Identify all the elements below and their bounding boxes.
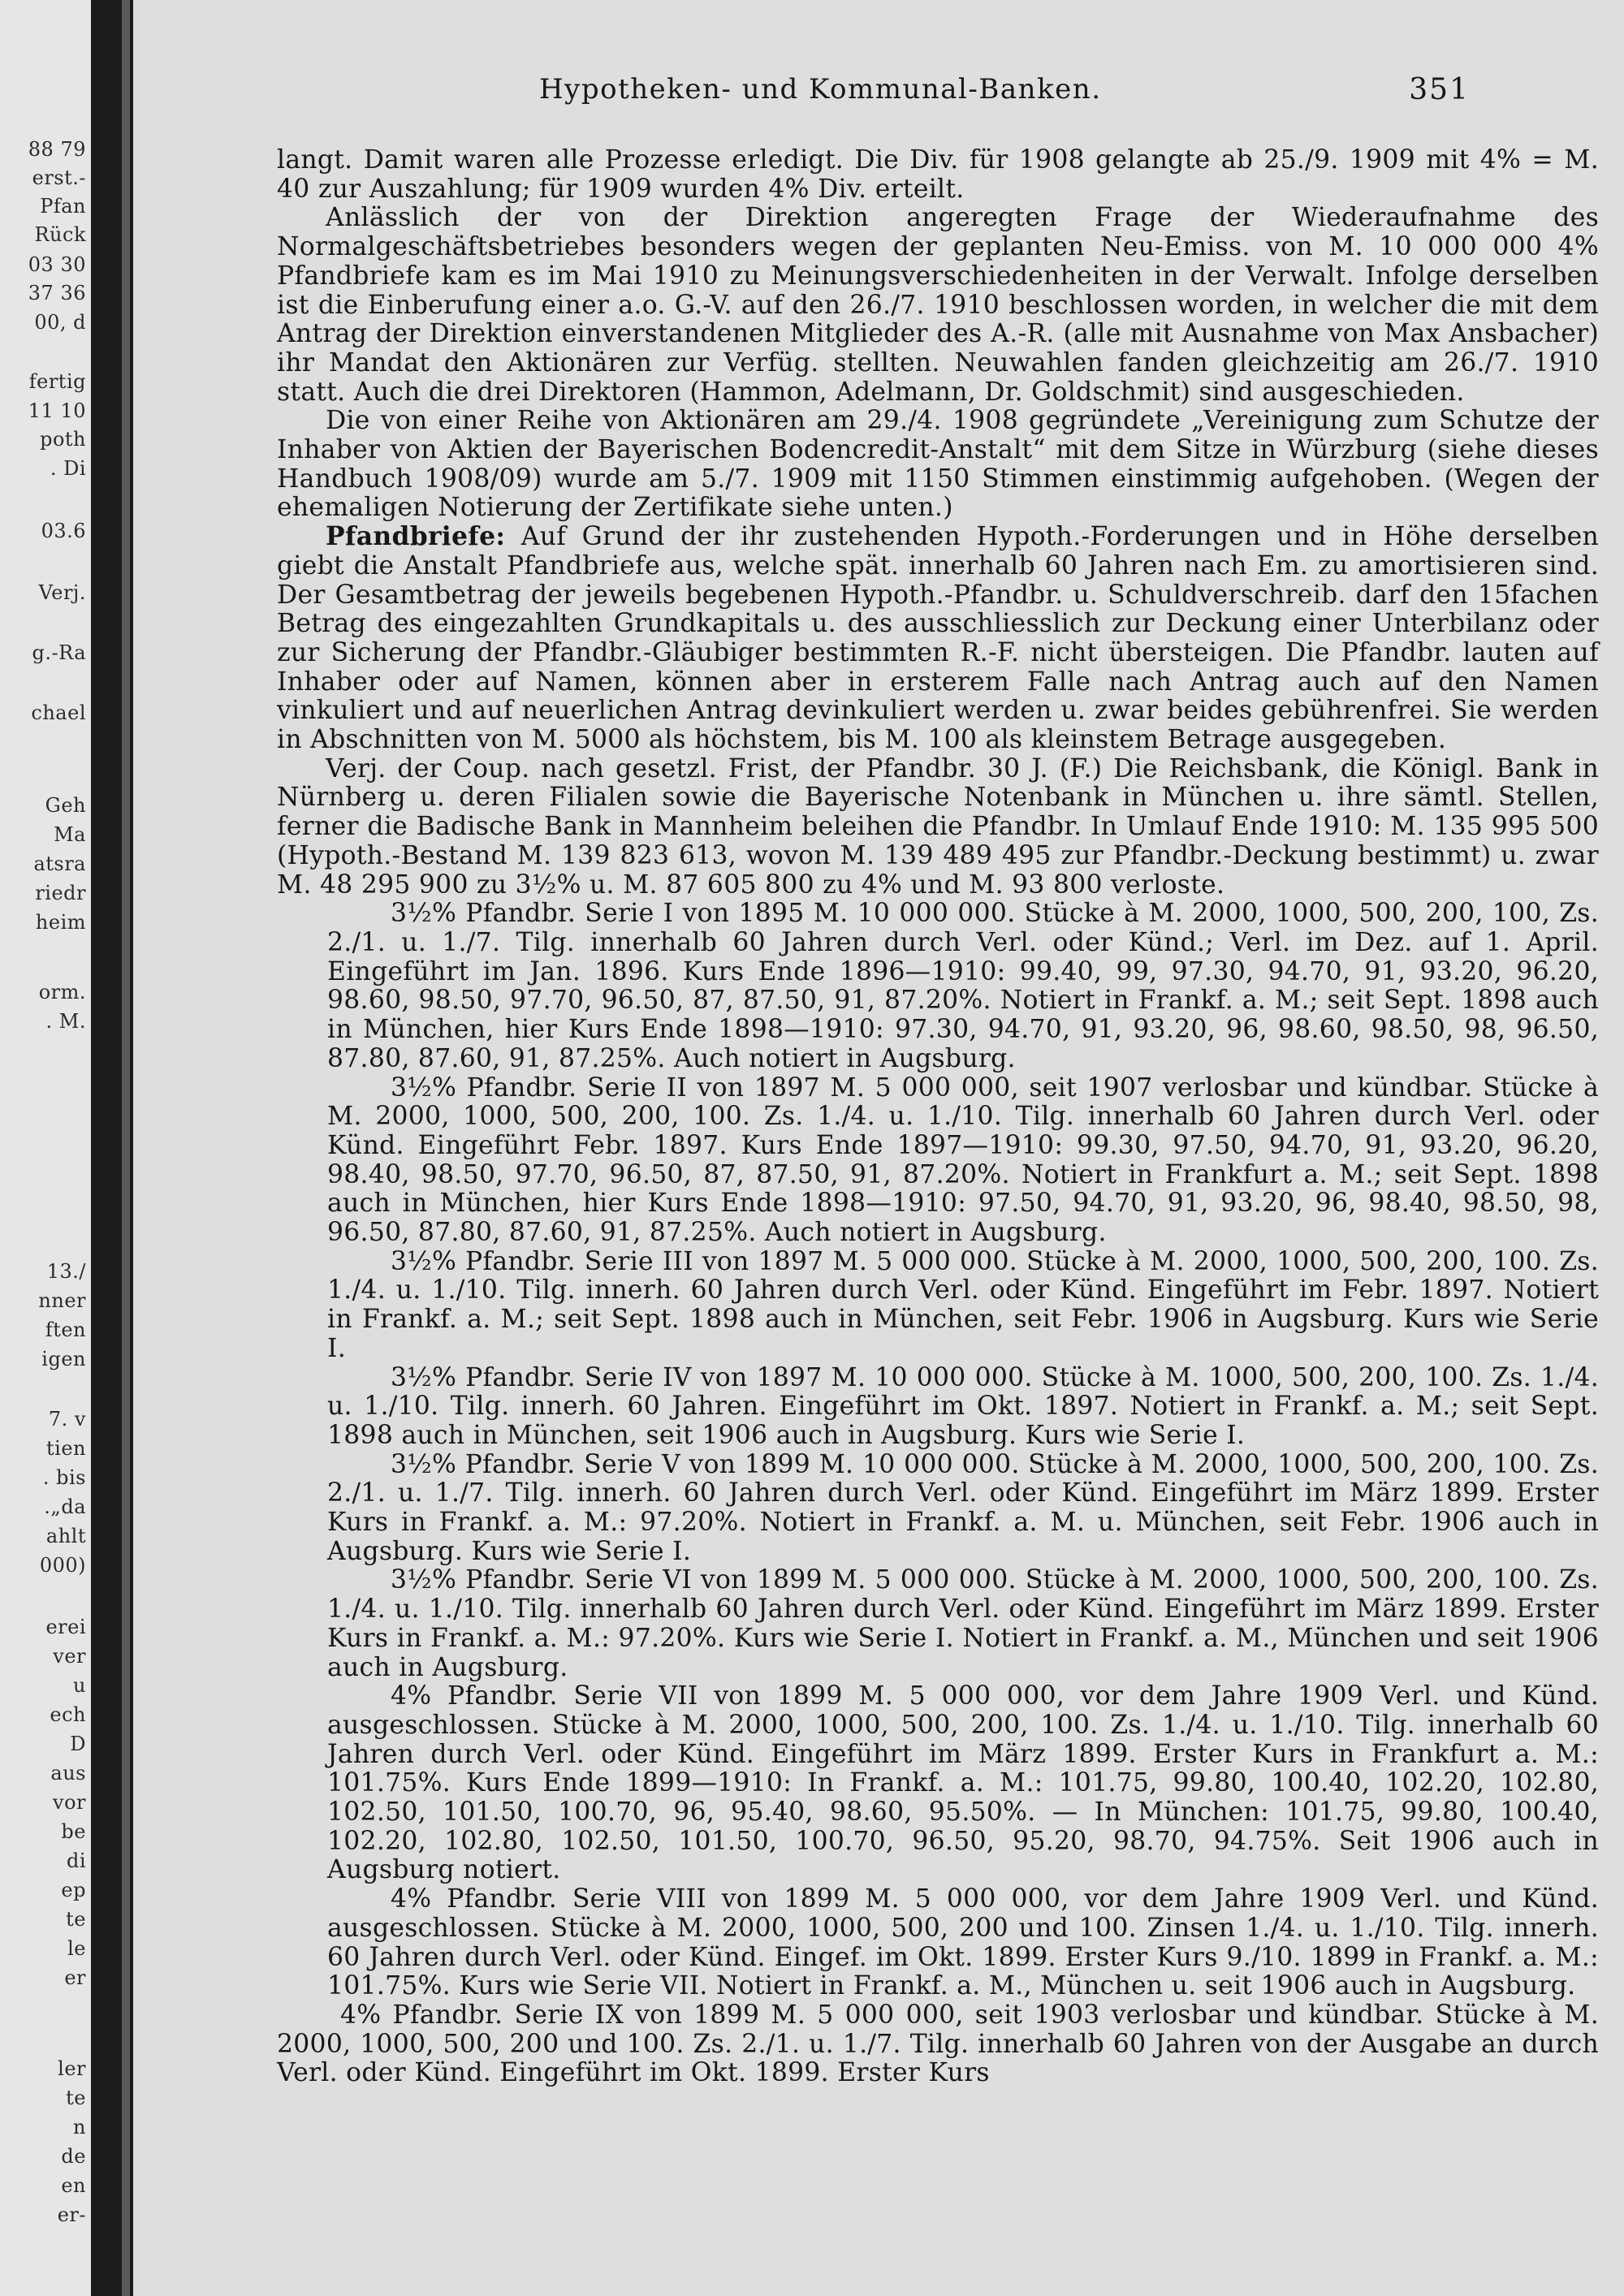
margin-fragment: chael (31, 701, 86, 724)
margin-fragment: D (70, 1733, 86, 1755)
series-entry: 3½% Pfandbr. Serie IV von 1897 M. 10 000 000. Stücke à M. 1000, 500, 200, 100. Zs. 1./4. u. 1./10. Tilg. innerh. 60 Jahren. Eingeführt im Okt. 1897. Notiert in Frankf. a. M.; seit Sept. 1898 auch in München, seit 1906 auch in Augsburg. Kurs wie Serie I. (327, 1362, 1599, 1450)
margin-fragment: ften (45, 1318, 86, 1341)
book-page (133, 0, 1624, 2296)
margin-fragment: ler (58, 2057, 86, 2080)
margin-fragment: u (73, 1674, 86, 1697)
page-number: 351 (1409, 73, 1470, 106)
margin-fragment: 00, d (34, 311, 86, 334)
section-label: Pfandbriefe: (326, 522, 506, 552)
series-entry: 3½% Pfandbr. Serie I von 1895 M. 10 000 000. Stücke à M. 2000, 1000, 500, 200, 100, Zs. 2./1. u. 1./7. Tilg. innerhalb 60 Jahren durch Verl. oder Künd.; Verl. im Dez. auf 1. April. Eingeführt im Jan. 1896. Kurs Ende 1896—1910: 99.40, 99, 97.30, 94.70, 91, 93.20, 96.20, 98.60, 98.50, 97.70, 96.50, 87, 87.50, 91, 87.20%. Notiert in Frankf. a. M.; seit Sept. 1898 auch in München, hier Kurs Ende 1898—1910: 97.30, 94.70, 91, 93.20, 96, 98.60, 98.50, 98, 96.50, 87.80, 87.60, 91, 87.25%. Auch notiert in Augsburg. (327, 899, 1599, 1073)
body-text (277, 146, 1599, 2088)
pfandbriefe-section (277, 523, 1599, 755)
margin-fragment: er (64, 1966, 86, 1989)
margin-fragment: 03 30 (28, 253, 86, 276)
running-header (539, 73, 1470, 106)
margin-fragment: ver (53, 1645, 86, 1668)
margin-fragment: g.-Ra (32, 641, 86, 664)
margin-fragment: poth (40, 428, 86, 451)
margin-fragment: be (61, 1820, 86, 1843)
margin-fragment: aus (50, 1762, 86, 1785)
series-entry: 4% Pfandbr. Serie VIII von 1899 M. 5 000 000, vor dem Jahre 1909 Verl. und Künd. ausgeschlossen. Stücke à M. 2000, 1000, 500, 200 und 100. Zinsen 1./4. u. 1./10. Tilg. innerh. 60 Jahren durch Verl. oder Künd. Eingef. im Okt. 1899. Erster Kurs 9./10. 1899 in Frankf. a. M.: 101.75%. Kurs wie Serie VII. Notiert in Frankf. a. M., München u. seit 1906 auch in Augsburg. (327, 1884, 1599, 2001)
series-entry: 3½% Pfandbr. Serie VI von 1899 M. 5 000 000. Stücke à M. 2000, 1000, 500, 200, 100. Zs. 1./4. u. 1./10. Tilg. innerhalb 60 Jahren durch Verl. oder Künd. Eingeführt im März 1899. Erster Kurs in Frankf. a. M.: 97.20%. Kurs wie Serie I. Notiert in Frankf. a. M., München und seit 1906 auch in Augsburg. (327, 1565, 1599, 1682)
header-title: Hypotheken- und Kommunal-Banken. (539, 73, 1102, 106)
margin-fragment: 37 36 (28, 282, 86, 304)
margin-fragment: le (67, 1937, 86, 1960)
margin-fragment: 11 10 (28, 399, 86, 422)
gutter-edge (122, 0, 130, 2296)
margin-fragment: en (61, 2174, 86, 2197)
margin-fragment: riedr (35, 882, 86, 904)
margin-fragment: Geh (45, 794, 86, 817)
paragraph: Anlässlich der von der Direktion angeregten Frage der Wiederaufnahme des Normalgeschäftsbetriebes besonders wegen der geplanten Neu-Emiss. von M. 10 000 000 4% Pfandbriefe kam es im Mai 1910 zu Meinungsverschiedenheiten in der Verwalt. Infolge derselben ist die Einberufung einer a.o. G.-V. auf den 26./7. 1910 beschlossen worden, in welcher die mit dem Antrag der Direktion einverstandenen Mitglieder des A.-R. (alle mit Ausnahme von Max Ansbacher) ihr Mandat den Aktionären zur Verfüg. stellten. Neuwahlen fanden gleichzeitig am 26./7. 1910 statt. Auch die drei Direktoren (Hammon, Adelmann, Dr. Goldschmit) sind ausgeschieden. (277, 203, 1599, 407)
margin-fragment: nner (38, 1289, 86, 1312)
margin-fragment: 7. v (48, 1408, 86, 1431)
series-entry: 3½% Pfandbr. Serie II von 1897 M. 5 000 000, seit 1907 verlosbar und kündbar. Stücke à M. 2000, 1000, 500, 200, 100. Zs. 1./4. u. 1./10. Tilg. innerhalb 60 Jahren durch Verl. oder Künd. Eingeführt Febr. 1897. Kurs Ende 1897—1910: 99.30, 97.50, 94.70, 91, 93.20, 96.20, 98.40, 98.50, 97.70, 96.50, 87, 87.50, 91, 87.20%. Notiert in Frankfurt a. M.; seit Sept. 1898 auch in München, hier Kurs Ende 1898—1910: 97.50, 94.70, 91, 93.20, 96, 98.40, 98.50, 98, 96.50, 87.80, 87.60, 91, 87.25%. Auch notiert in Augsburg. (327, 1072, 1599, 1248)
margin-fragment: Rück (34, 223, 86, 246)
series-entry: 3½% Pfandbr. Serie V von 1899 M. 10 000 000. Stücke à M. 2000, 1000, 500, 200, 100. Zs. 2./1. u. 1./7. Tilg. innerh. 60 Jahren durch Verl. oder Künd. Eingeführt im März 1899. Erster Kurs in Frankf. a. M.: 97.20%. Notiert in Frankf. a. M. u. München, seit Febr. 1906 auch in Augsburg. Kurs wie Serie I. (327, 1449, 1599, 1566)
margin-fragment: 88 79 (28, 138, 86, 161)
margin-fragment: de (61, 2145, 86, 2168)
paragraph: Die von einer Reihe von Aktionären am 29./4. 1908 gegründete „Vereinigung zum Schutze der Inhaber von Aktien der Bayerischen Bodencredit-Anstalt“ mit dem Sitze in Würzburg (siehe dieses Handbuch 1908/09) wurde am 5./7. 1909 mit 1150 Stimmen einstimmig aufgehoben. (Wegen der ehemaligen Notierung der Zertifikate siehe unten.) (277, 406, 1599, 523)
margin-fragment: n (73, 2116, 86, 2138)
margin-fragment: te (66, 2087, 86, 2109)
margin-fragment: ep (61, 1879, 86, 1901)
margin-fragment: er- (57, 2203, 86, 2226)
margin-fragment: orm. (38, 981, 86, 1003)
previous-page-margin (0, 0, 91, 2296)
margin-fragment: 13./ (46, 1260, 86, 1283)
margin-fragment: te (66, 1908, 86, 1931)
margin-fragment: .„da (44, 1495, 86, 1518)
margin-fragment: erst.- (32, 166, 86, 189)
margin-fragment: tien (46, 1437, 86, 1460)
margin-fragment: di (66, 1849, 86, 1872)
margin-fragment: vor (53, 1791, 86, 1814)
section-text: Auf Grund der ihr zustehenden Hypoth.-Forderungen und in Höhe derselben giebt die Anstalt Pfandbriefe aus, welche spät. innerhalb 60 Jahren nach Em. zu amortisieren sind. Der Gesamtbetrag der jeweils begebenen Hypoth.-Pfandbr. u. Schuldverschreib. darf den 15fachen Betrag des eingezahlten Grundkapitals u. des ausschliesslich zur Deckung einer Unterbilanz oder zur Sicherung der Pfandbr.-Gläubiger bestimmten R.-F. nicht übersteigen. Die Pfandbr. lauten auf Inhaber oder auf Namen, können aber in ersterem Falle nach Antrag auch auf den Namen vinkuliert und auf neuerlichen Antrag devinkuliert werden u. zwar beides gebührenfrei. Sie werden in Abschnitten von M. 5000 als höchstem, bis M. 100 als kleinstem Betrage ausgegeben. (277, 522, 1599, 755)
margin-fragment: Ma (54, 823, 86, 846)
margin-fragment: erei (45, 1616, 86, 1638)
margin-fragment: heim (35, 911, 86, 934)
margin-fragment: Pfan (40, 195, 86, 218)
margin-fragment: 000) (39, 1554, 86, 1577)
paragraph: Verj. der Coup. nach gesetzl. Frist, der Pfandbr. 30 J. (F.) Die Reichsbank, die Königl. Bank in Nürnberg u. deren Filialen sowie die Bayerische Notenbank in München u. ihre sämtl. Stellen, ferner die Badische Bank in Mannheim beleihen die Pfandbr. In Umlauf Ende 1910: M. 135 995 500 (Hypoth.-Bestand M. 139 823 613, wovon M. 139 489 495 zur Pfandbr.-Deckung bestimmt) u. zwar M. 48 295 900 zu 3½% u. M. 87 605 800 zu 4% und M. 93 800 verloste. (277, 753, 1599, 900)
margin-fragment: Verj. (38, 581, 86, 604)
margin-fragment: . Di (50, 457, 86, 480)
margin-fragment: . bis (42, 1466, 86, 1489)
margin-fragment: atsra (33, 852, 86, 875)
margin-fragment: ech (50, 1703, 86, 1726)
margin-fragment: fertig (28, 370, 86, 393)
margin-fragment: igen (41, 1348, 86, 1370)
series-entry: 4% Pfandbr. Serie VII von 1899 M. 5 000 000, vor dem Jahre 1909 Verl. und Künd. ausgeschlossen. Stücke à M. 2000, 1000, 500, 200, 100. Zs. 1./4. u. 1./10. Tilg. innerhalb 60 Jahren durch Verl. oder Künd. Eingeführt im März 1899. Erster Kurs in Frankfurt a. M.: 101.75%. Kurs Ende 1899—1910: In Frankf. a. M.: 101.75, 99.80, 100.40, 102.20, 102.80, 102.50, 101.50, 100.70, 96, 95.40, 98.60, 95.50%. — In München: 101.75, 99.80, 100.40, 102.20, 102.80, 102.50, 101.50, 100.70, 96.50, 95.20, 98.70, 94.75%. Seit 1906 auch in Augsburg notiert. (327, 1681, 1599, 1885)
series-entry: 3½% Pfandbr. Serie III von 1897 M. 5 000 000. Stücke à M. 2000, 1000, 500, 200, 100. Zs. 1./4. u. 1./10. Tilg. innerh. 60 Jahren durch Verl. oder Künd. Eingeführt im Febr. 1897. Notiert in Frankf. a. M.; seit Sept. 1898 auch in München, seit Febr. 1906 in Augsburg. Kurs wie Serie I. (327, 1246, 1599, 1363)
series-entry: 4% Pfandbr. Serie IX von 1899 M. 5 000 000, seit 1903 verlosbar und kündbar. Stücke à M. 2000, 1000, 500, 200 und 100. Zs. 2./1. u. 1./7. Tilg. innerhalb 60 Jahren von der Ausgabe an durch Verl. oder Künd. Eingeführt im Okt. 1899. Erster Kurs (277, 2000, 1599, 2088)
margin-fragment: 03.6 (41, 520, 86, 542)
margin-fragment: . M. (45, 1010, 86, 1033)
margin-fragment: ahlt (45, 1525, 86, 1547)
paragraph: langt. Damit waren alle Prozesse erledigt. Die Div. für 1908 gelangte ab 25./9. 1909 mit 4% = M. 40 zur Auszahlung; für 1909 wurden 4% Div. erteilt. (277, 145, 1599, 204)
